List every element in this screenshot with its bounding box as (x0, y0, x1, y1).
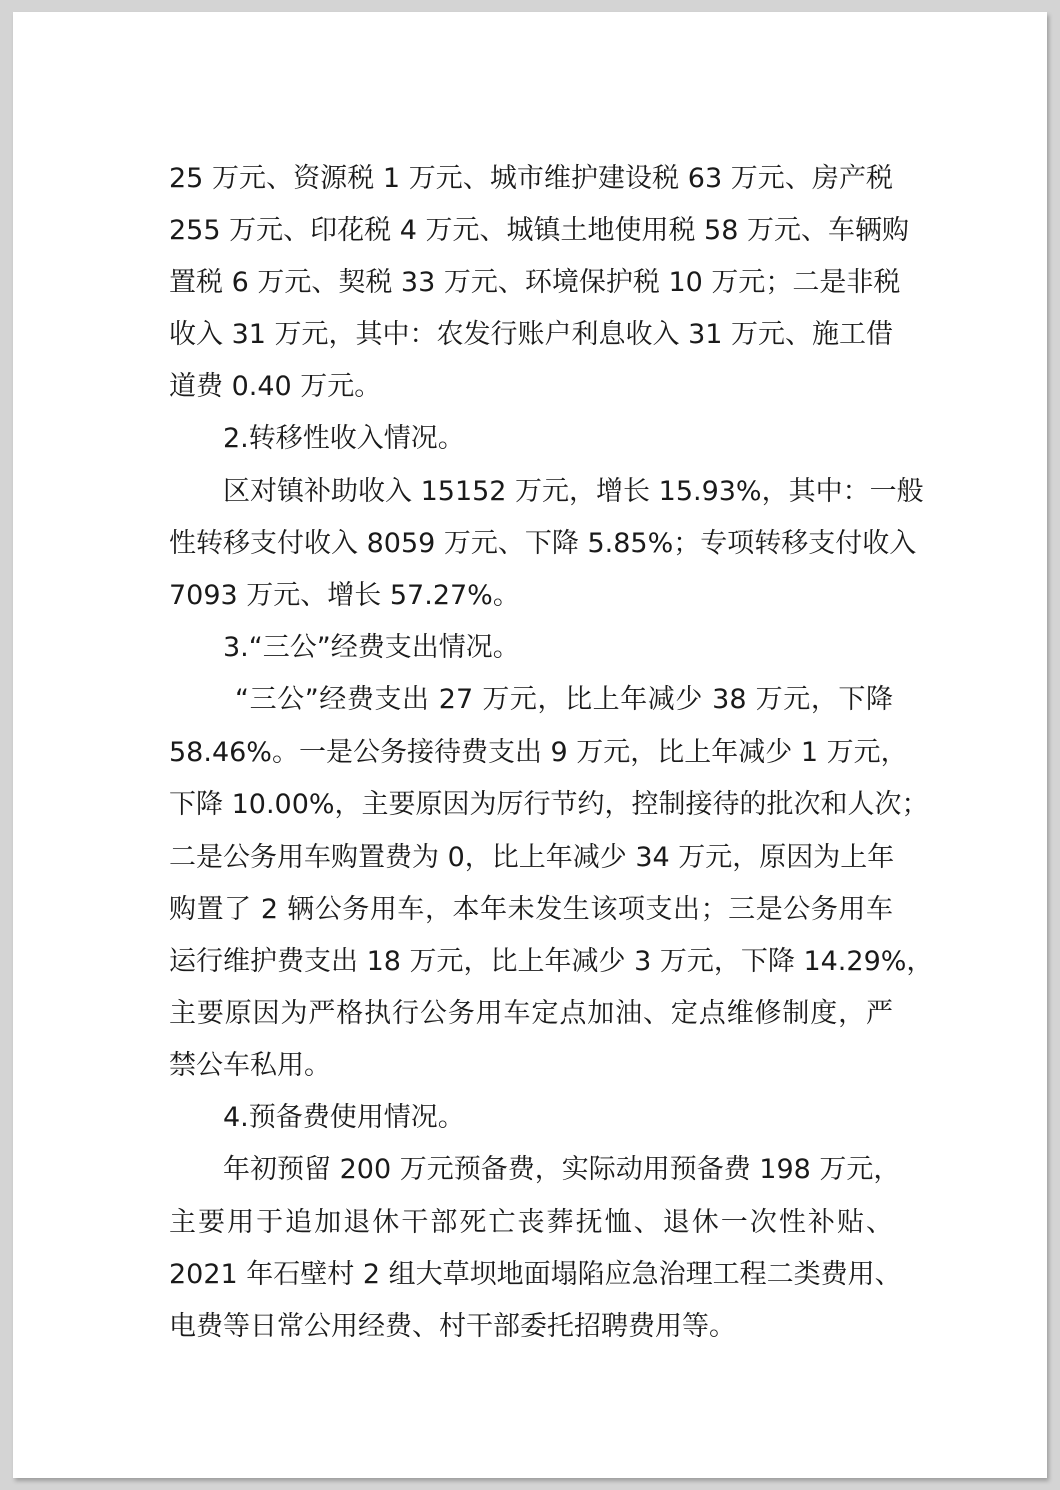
text-line: 购置了 2 辆公务用车，本年未发生该项支出；三是公务用车 (169, 894, 893, 925)
section-heading: 3.“三公”经费支出情况。 (223, 632, 520, 663)
text-line: 道费 0.40 万元。 (169, 371, 382, 402)
text-line: 58.46%。一是公务接待费支出 9 万元，比上年减少 1 万元， (169, 737, 908, 768)
text-line: 年初预留 200 万元预备费，实际动用预备费 198 万元， (223, 1154, 901, 1185)
text-line: 2021 年石壁村 2 组大草坝地面塌陷应急治理工程二类费用、 (169, 1259, 902, 1290)
text-line: 主要用于追加退休干部死亡丧葬抚恤、退休一次性补贴、 (169, 1207, 893, 1238)
section-heading: 4.预备费使用情况。 (223, 1102, 465, 1133)
section-heading: 2.转移性收入情况。 (223, 423, 465, 454)
text-line: 性转移支付收入 8059 万元、下降 5.85%；专项转移支付收入 (169, 528, 917, 559)
text-line: 25 万元、资源税 1 万元、城市维护建设税 63 万元、房产税 (169, 163, 893, 194)
document-page (13, 12, 1047, 1478)
text-line: 运行维护费支出 18 万元，比上年减少 3 万元，下降 14.29%， (169, 946, 934, 977)
text-line: 区对镇补助收入 15152 万元，增长 15.93%，其中：一般 (223, 476, 924, 507)
text-line: 电费等日常公用经费、村干部委托招聘费用等。 (169, 1311, 736, 1342)
text-line: “三公”经费支出 27 万元，比上年减少 38 万元，下降 (235, 684, 893, 715)
text-line: 收入 31 万元，其中：农发行账户利息收入 31 万元、施工借 (169, 319, 894, 350)
text-line: 禁公车私用。 (169, 1050, 331, 1081)
text-line: 主要原因为严格执行公务用车定点加油、定点维修制度，严 (169, 998, 893, 1029)
text-line: 255 万元、印花税 4 万元、城镇土地使用税 58 万元、车辆购 (169, 215, 909, 246)
text-line: 7093 万元、增长 57.27%。 (169, 580, 520, 611)
text-line: 下降 10.00%，主要原因为厉行节约，控制接待的批次和人次； (169, 789, 929, 820)
text-line: 二是公务用车购置费为 0，比上年减少 34 万元，原因为上年 (169, 842, 895, 873)
text-line: 置税 6 万元、契税 33 万元、环境保护税 10 万元；二是非税 (169, 267, 901, 298)
